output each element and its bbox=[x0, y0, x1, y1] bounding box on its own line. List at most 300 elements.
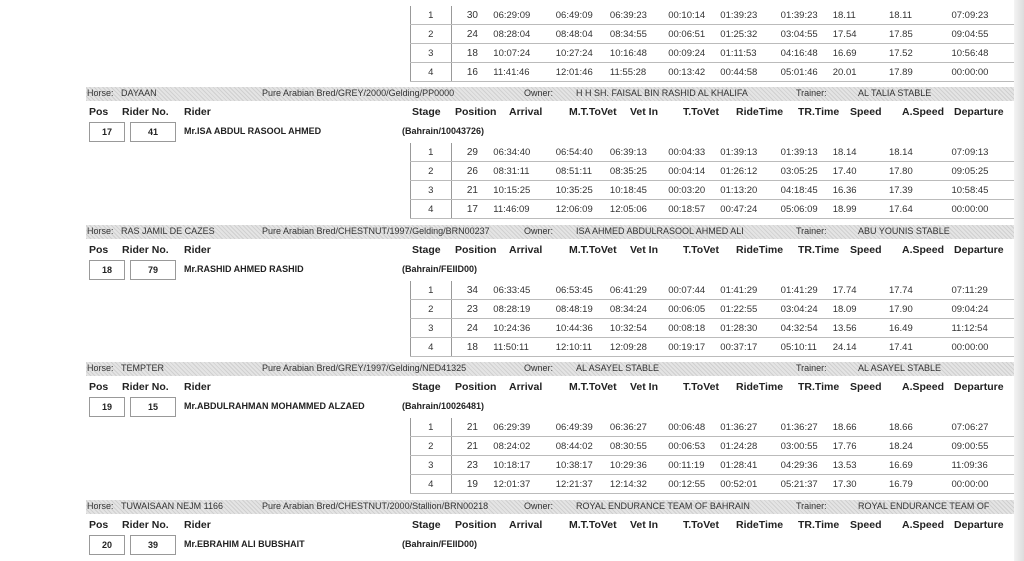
cell-vet-in: 06:39:23 bbox=[610, 6, 668, 25]
cell-departure: 07:09:23 bbox=[951, 6, 1014, 25]
owner-name: ROYAL ENDURANCE TEAM OF BAHRAIN bbox=[576, 501, 750, 511]
header-ttovet: T.ToVet bbox=[683, 244, 719, 256]
header-mtotovet: M.T.ToVet bbox=[569, 106, 617, 118]
cell-position: 26 bbox=[451, 162, 493, 181]
horse-breed: Pure Arabian Bred/CHESTNUT/1997/Gelding/BRN00237 bbox=[262, 226, 490, 236]
header-position: Position bbox=[455, 381, 497, 393]
stage-row bbox=[411, 200, 1015, 219]
cell-ride-time: 00:44:58 bbox=[720, 63, 780, 82]
header-trtime: TR.Time bbox=[798, 381, 840, 393]
cell-vet-in: 06:36:27 bbox=[610, 418, 668, 437]
cell-departure: 07:09:13 bbox=[951, 143, 1014, 162]
cell-a-speed: 17.52 bbox=[889, 44, 951, 63]
cell-vet-in: 08:34:55 bbox=[610, 25, 668, 44]
stage-row bbox=[411, 338, 1015, 357]
horse-info-bar bbox=[86, 87, 1014, 101]
cell-t-to-vet: 00:04:14 bbox=[668, 162, 720, 181]
cell-arrival: 10:24:36 bbox=[493, 319, 555, 338]
rider-nation-id: (Bahrain/FEIID00) bbox=[402, 539, 478, 549]
cell-tr-time: 05:10:11 bbox=[781, 338, 833, 357]
header-mtotovet: M.T.ToVet bbox=[569, 244, 617, 256]
header-trtime: TR.Time bbox=[798, 106, 840, 118]
cell-ride-time: 01:36:27 bbox=[720, 418, 780, 437]
header-aspeed: A.Speed bbox=[902, 519, 945, 531]
horse-info-bar bbox=[86, 500, 1014, 514]
cell-speed: 16.36 bbox=[833, 181, 889, 200]
cell-vet-in: 10:32:54 bbox=[610, 319, 668, 338]
header-rider: Rider bbox=[184, 106, 211, 118]
header-ridetime: RideTime bbox=[736, 381, 784, 393]
stage-row bbox=[411, 456, 1015, 475]
position-box: 18 bbox=[89, 260, 125, 280]
cell-speed: 18.99 bbox=[833, 200, 889, 219]
cell-stage: 4 bbox=[411, 475, 452, 494]
trainer-label: Trainer: bbox=[796, 363, 827, 373]
cell-position: 21 bbox=[451, 181, 493, 200]
header-trtime: TR.Time bbox=[798, 244, 840, 256]
cell-vet-in: 10:18:45 bbox=[610, 181, 668, 200]
stage-row bbox=[411, 143, 1015, 162]
cell-mt-to-vet: 08:51:11 bbox=[556, 162, 610, 181]
header-stage: Stage bbox=[412, 519, 441, 531]
header-arrival: Arrival bbox=[509, 519, 543, 531]
header-speed: Speed bbox=[850, 244, 882, 256]
cell-tr-time: 05:21:37 bbox=[781, 475, 833, 494]
cell-tr-time: 03:04:55 bbox=[781, 25, 833, 44]
header-ridetime: RideTime bbox=[736, 244, 784, 256]
header-departure: Departure bbox=[954, 519, 1004, 531]
header-rider: Rider bbox=[184, 519, 211, 531]
cell-speed: 17.54 bbox=[833, 25, 889, 44]
stage-row bbox=[411, 181, 1015, 200]
rider-nation-id: (Bahrain/FEIID00) bbox=[402, 264, 478, 274]
cell-arrival: 11:41:46 bbox=[493, 63, 555, 82]
header-vetin: Vet In bbox=[630, 106, 659, 118]
rider-row bbox=[86, 535, 1014, 555]
cell-stage: 2 bbox=[411, 25, 452, 44]
rider-name: Mr.ABDULRAHMAN MOHAMMED ALZAED bbox=[184, 401, 365, 411]
cell-a-speed: 17.74 bbox=[889, 281, 951, 300]
cell-vet-in: 12:14:32 bbox=[610, 475, 668, 494]
column-header-row bbox=[86, 381, 1014, 395]
cell-tr-time: 04:32:54 bbox=[781, 319, 833, 338]
rider-number-box: 39 bbox=[130, 535, 176, 555]
cell-departure: 09:04:24 bbox=[951, 300, 1014, 319]
owner-name: AL ASAYEL STABLE bbox=[576, 363, 660, 373]
horse-label: Horse: bbox=[87, 226, 114, 236]
cell-t-to-vet: 00:07:44 bbox=[668, 281, 720, 300]
horse-label: Horse: bbox=[87, 501, 114, 511]
cell-departure: 09:00:55 bbox=[951, 437, 1014, 456]
cell-tr-time: 04:16:48 bbox=[781, 44, 833, 63]
stage-table bbox=[410, 281, 1014, 357]
rider-name: Mr.EBRAHIM ALI BUBSHAIT bbox=[184, 539, 305, 549]
cell-speed: 17.30 bbox=[833, 475, 889, 494]
header-ridetime: RideTime bbox=[736, 519, 784, 531]
cell-stage: 2 bbox=[411, 300, 452, 319]
cell-arrival: 10:07:24 bbox=[493, 44, 555, 63]
stage-row bbox=[411, 300, 1015, 319]
rider-number-box: 41 bbox=[130, 122, 176, 142]
owner-label: Owner: bbox=[524, 501, 554, 511]
cell-departure: 07:11:29 bbox=[951, 281, 1014, 300]
cell-mt-to-vet: 08:48:04 bbox=[556, 25, 610, 44]
header-arrival: Arrival bbox=[509, 244, 543, 256]
cell-mt-to-vet: 12:01:46 bbox=[556, 63, 610, 82]
cell-departure: 10:56:48 bbox=[951, 44, 1014, 63]
stage-row bbox=[411, 44, 1015, 63]
cell-stage: 2 bbox=[411, 437, 452, 456]
horse-breed: Pure Arabian Bred/GREY/2000/Gelding/PP0000 bbox=[262, 88, 455, 98]
header-trtime: TR.Time bbox=[798, 519, 840, 531]
cell-a-speed: 16.49 bbox=[889, 319, 951, 338]
cell-a-speed: 18.11 bbox=[889, 6, 951, 25]
cell-a-speed: 16.79 bbox=[889, 475, 951, 494]
header-ttovet: T.ToVet bbox=[683, 519, 719, 531]
header-mtotovet: M.T.ToVet bbox=[569, 519, 617, 531]
stage-table bbox=[410, 418, 1014, 494]
cell-speed: 18.14 bbox=[833, 143, 889, 162]
owner-label: Owner: bbox=[524, 88, 554, 98]
header-aspeed: A.Speed bbox=[902, 244, 945, 256]
cell-departure: 00:00:00 bbox=[951, 63, 1014, 82]
header-departure: Departure bbox=[954, 244, 1004, 256]
cell-arrival: 11:46:09 bbox=[493, 200, 555, 219]
page-edge-shadow bbox=[1014, 0, 1024, 561]
cell-ride-time: 01:41:29 bbox=[720, 281, 780, 300]
stage-row bbox=[411, 319, 1015, 338]
trainer-name: AL TALIA STABLE bbox=[858, 88, 932, 98]
cell-stage: 1 bbox=[411, 6, 452, 25]
cell-speed: 16.69 bbox=[833, 44, 889, 63]
stage-row bbox=[411, 418, 1015, 437]
cell-stage: 2 bbox=[411, 162, 452, 181]
cell-departure: 00:00:00 bbox=[951, 338, 1014, 357]
horse-name: TEMPTER bbox=[121, 363, 165, 373]
cell-arrival: 08:31:11 bbox=[493, 162, 555, 181]
cell-a-speed: 16.69 bbox=[889, 456, 951, 475]
rider-row bbox=[86, 260, 1014, 280]
cell-stage: 4 bbox=[411, 338, 452, 357]
cell-arrival: 08:28:04 bbox=[493, 25, 555, 44]
cell-vet-in: 08:34:24 bbox=[610, 300, 668, 319]
horse-info-bar bbox=[86, 225, 1014, 239]
header-vetin: Vet In bbox=[630, 381, 659, 393]
trainer-label: Trainer: bbox=[796, 501, 827, 511]
cell-position: 21 bbox=[451, 418, 493, 437]
trainer-label: Trainer: bbox=[796, 226, 827, 236]
cell-ride-time: 01:13:20 bbox=[720, 181, 780, 200]
owner-name: H H SH. FAISAL BIN RASHID AL KHALIFA bbox=[576, 88, 748, 98]
stage-row bbox=[411, 25, 1015, 44]
header-pos: Pos bbox=[89, 519, 109, 531]
cell-arrival: 10:15:25 bbox=[493, 181, 555, 200]
header-arrival: Arrival bbox=[509, 106, 543, 118]
cell-mt-to-vet: 12:10:11 bbox=[556, 338, 610, 357]
cell-speed: 18.66 bbox=[833, 418, 889, 437]
cell-departure: 10:58:45 bbox=[951, 181, 1014, 200]
cell-position: 16 bbox=[451, 63, 493, 82]
cell-tr-time: 01:36:27 bbox=[781, 418, 833, 437]
cell-mt-to-vet: 06:49:09 bbox=[556, 6, 610, 25]
header-speed: Speed bbox=[850, 519, 882, 531]
cell-arrival: 10:18:17 bbox=[493, 456, 555, 475]
cell-speed: 20.01 bbox=[833, 63, 889, 82]
cell-ride-time: 01:39:23 bbox=[720, 6, 780, 25]
cell-departure: 07:06:27 bbox=[951, 418, 1014, 437]
cell-departure: 11:09:36 bbox=[951, 456, 1014, 475]
header-rider: Rider bbox=[184, 244, 211, 256]
cell-ride-time: 00:52:01 bbox=[720, 475, 780, 494]
cell-a-speed: 17.39 bbox=[889, 181, 951, 200]
cell-arrival: 11:50:11 bbox=[493, 338, 555, 357]
cell-t-to-vet: 00:06:48 bbox=[668, 418, 720, 437]
cell-vet-in: 08:30:55 bbox=[610, 437, 668, 456]
cell-mt-to-vet: 12:21:37 bbox=[556, 475, 610, 494]
cell-tr-time: 03:00:55 bbox=[781, 437, 833, 456]
header-vetin: Vet In bbox=[630, 519, 659, 531]
header-ttovet: T.ToVet bbox=[683, 381, 719, 393]
cell-mt-to-vet: 06:49:39 bbox=[556, 418, 610, 437]
cell-ride-time: 01:39:13 bbox=[720, 143, 780, 162]
owner-label: Owner: bbox=[524, 226, 554, 236]
cell-arrival: 06:29:09 bbox=[493, 6, 555, 25]
cell-position: 17 bbox=[451, 200, 493, 219]
cell-mt-to-vet: 08:44:02 bbox=[556, 437, 610, 456]
cell-a-speed: 18.14 bbox=[889, 143, 951, 162]
header-ridetime: RideTime bbox=[736, 106, 784, 118]
horse-breed: Pure Arabian Bred/GREY/1997/Gelding/NED41325 bbox=[262, 363, 467, 373]
cell-ride-time: 01:24:28 bbox=[720, 437, 780, 456]
cell-position: 24 bbox=[451, 319, 493, 338]
cell-arrival: 06:33:45 bbox=[493, 281, 555, 300]
cell-arrival: 08:24:02 bbox=[493, 437, 555, 456]
header-stage: Stage bbox=[412, 244, 441, 256]
cell-vet-in: 06:39:13 bbox=[610, 143, 668, 162]
header-mtotovet: M.T.ToVet bbox=[569, 381, 617, 393]
rider-number-box: 15 bbox=[130, 397, 176, 417]
owner-name: ISA AHMED ABDULRASOOL AHMED ALI bbox=[576, 226, 744, 236]
cell-stage: 1 bbox=[411, 281, 452, 300]
cell-position: 18 bbox=[451, 44, 493, 63]
rider-row bbox=[86, 122, 1014, 142]
cell-mt-to-vet: 10:35:25 bbox=[556, 181, 610, 200]
cell-tr-time: 05:01:46 bbox=[781, 63, 833, 82]
cell-tr-time: 05:06:09 bbox=[781, 200, 833, 219]
header-position: Position bbox=[455, 244, 497, 256]
cell-arrival: 12:01:37 bbox=[493, 475, 555, 494]
column-header-row bbox=[86, 106, 1014, 120]
cell-t-to-vet: 00:12:55 bbox=[668, 475, 720, 494]
owner-label: Owner: bbox=[524, 363, 554, 373]
stage-table bbox=[410, 143, 1014, 219]
cell-a-speed: 17.41 bbox=[889, 338, 951, 357]
stage-row bbox=[411, 437, 1015, 456]
cell-t-to-vet: 00:04:33 bbox=[668, 143, 720, 162]
cell-departure: 11:12:54 bbox=[951, 319, 1014, 338]
horse-name: DAYAAN bbox=[121, 88, 157, 98]
cell-ride-time: 00:47:24 bbox=[720, 200, 780, 219]
header-pos: Pos bbox=[89, 106, 109, 118]
cell-speed: 13.56 bbox=[833, 319, 889, 338]
cell-position: 21 bbox=[451, 437, 493, 456]
header-vetin: Vet In bbox=[630, 244, 659, 256]
cell-speed: 17.76 bbox=[833, 437, 889, 456]
cell-ride-time: 01:22:55 bbox=[720, 300, 780, 319]
cell-mt-to-vet: 08:48:19 bbox=[556, 300, 610, 319]
header-pos: Pos bbox=[89, 381, 109, 393]
cell-stage: 3 bbox=[411, 44, 452, 63]
cell-mt-to-vet: 06:54:40 bbox=[556, 143, 610, 162]
stage-table-top bbox=[410, 6, 1014, 82]
cell-speed: 18.09 bbox=[833, 300, 889, 319]
position-box: 20 bbox=[89, 535, 125, 555]
cell-stage: 4 bbox=[411, 200, 452, 219]
cell-vet-in: 10:16:48 bbox=[610, 44, 668, 63]
cell-a-speed: 17.80 bbox=[889, 162, 951, 181]
stage-row bbox=[411, 281, 1015, 300]
cell-t-to-vet: 00:19:17 bbox=[668, 338, 720, 357]
cell-tr-time: 03:05:25 bbox=[781, 162, 833, 181]
cell-ride-time: 01:11:53 bbox=[720, 44, 780, 63]
cell-tr-time: 01:41:29 bbox=[781, 281, 833, 300]
cell-position: 30 bbox=[451, 6, 493, 25]
trainer-name: ABU YOUNIS STABLE bbox=[858, 226, 950, 236]
header-rider_no: Rider No. bbox=[122, 381, 169, 393]
header-stage: Stage bbox=[412, 381, 441, 393]
cell-arrival: 08:28:19 bbox=[493, 300, 555, 319]
header-arrival: Arrival bbox=[509, 381, 543, 393]
trainer-label: Trainer: bbox=[796, 88, 827, 98]
cell-ride-time: 01:28:41 bbox=[720, 456, 780, 475]
horse-info-bar bbox=[86, 362, 1014, 376]
cell-t-to-vet: 00:09:24 bbox=[668, 44, 720, 63]
cell-vet-in: 12:05:06 bbox=[610, 200, 668, 219]
stage-row bbox=[411, 162, 1015, 181]
header-position: Position bbox=[455, 519, 497, 531]
cell-t-to-vet: 00:03:20 bbox=[668, 181, 720, 200]
cell-ride-time: 00:37:17 bbox=[720, 338, 780, 357]
cell-tr-time: 04:29:36 bbox=[781, 456, 833, 475]
header-speed: Speed bbox=[850, 381, 882, 393]
stage-row bbox=[411, 63, 1015, 82]
horse-name: TUWAISAAN NEJM 1166 bbox=[121, 501, 224, 511]
cell-position: 23 bbox=[451, 456, 493, 475]
header-departure: Departure bbox=[954, 381, 1004, 393]
cell-t-to-vet: 00:06:53 bbox=[668, 437, 720, 456]
cell-speed: 17.40 bbox=[833, 162, 889, 181]
cell-arrival: 06:34:40 bbox=[493, 143, 555, 162]
stage-row bbox=[411, 6, 1015, 25]
header-aspeed: A.Speed bbox=[902, 381, 945, 393]
header-position: Position bbox=[455, 106, 497, 118]
cell-departure: 00:00:00 bbox=[951, 475, 1014, 494]
cell-position: 19 bbox=[451, 475, 493, 494]
cell-position: 24 bbox=[451, 25, 493, 44]
cell-stage: 3 bbox=[411, 181, 452, 200]
cell-mt-to-vet: 12:06:09 bbox=[556, 200, 610, 219]
cell-vet-in: 06:41:29 bbox=[610, 281, 668, 300]
cell-a-speed: 17.90 bbox=[889, 300, 951, 319]
rider-number-box: 79 bbox=[130, 260, 176, 280]
cell-t-to-vet: 00:18:57 bbox=[668, 200, 720, 219]
cell-mt-to-vet: 10:44:36 bbox=[556, 319, 610, 338]
position-box: 17 bbox=[89, 122, 125, 142]
header-rider_no: Rider No. bbox=[122, 106, 169, 118]
cell-departure: 00:00:00 bbox=[951, 200, 1014, 219]
cell-a-speed: 17.64 bbox=[889, 200, 951, 219]
header-rider: Rider bbox=[184, 381, 211, 393]
horse-label: Horse: bbox=[87, 88, 114, 98]
horse-name: RAS JAMIL DE CAZES bbox=[121, 226, 215, 236]
cell-tr-time: 04:18:45 bbox=[781, 181, 833, 200]
cell-stage: 4 bbox=[411, 63, 452, 82]
rider-nation-id: (Bahrain/10043726) bbox=[402, 126, 485, 136]
cell-position: 29 bbox=[451, 143, 493, 162]
header-rider_no: Rider No. bbox=[122, 519, 169, 531]
cell-speed: 17.74 bbox=[833, 281, 889, 300]
cell-stage: 3 bbox=[411, 456, 452, 475]
cell-t-to-vet: 00:11:19 bbox=[668, 456, 720, 475]
stage-row bbox=[411, 475, 1015, 494]
cell-t-to-vet: 00:13:42 bbox=[668, 63, 720, 82]
cell-tr-time: 03:04:24 bbox=[781, 300, 833, 319]
cell-a-speed: 18.24 bbox=[889, 437, 951, 456]
trainer-name: ROYAL ENDURANCE TEAM OF bbox=[858, 501, 990, 511]
cell-stage: 1 bbox=[411, 418, 452, 437]
cell-speed: 18.11 bbox=[833, 6, 889, 25]
cell-position: 34 bbox=[451, 281, 493, 300]
cell-ride-time: 01:25:32 bbox=[720, 25, 780, 44]
cell-position: 18 bbox=[451, 338, 493, 357]
cell-tr-time: 01:39:13 bbox=[781, 143, 833, 162]
trainer-name: AL ASAYEL STABLE bbox=[858, 363, 942, 373]
cell-a-speed: 18.66 bbox=[889, 418, 951, 437]
cell-stage: 1 bbox=[411, 143, 452, 162]
header-stage: Stage bbox=[412, 106, 441, 118]
header-ttovet: T.ToVet bbox=[683, 106, 719, 118]
column-header-row bbox=[86, 244, 1014, 258]
cell-position: 23 bbox=[451, 300, 493, 319]
cell-a-speed: 17.85 bbox=[889, 25, 951, 44]
header-rider_no: Rider No. bbox=[122, 244, 169, 256]
header-departure: Departure bbox=[954, 106, 1004, 118]
cell-stage: 3 bbox=[411, 319, 452, 338]
cell-arrival: 06:29:39 bbox=[493, 418, 555, 437]
column-header-row bbox=[86, 519, 1014, 533]
cell-ride-time: 01:26:12 bbox=[720, 162, 780, 181]
cell-mt-to-vet: 10:27:24 bbox=[556, 44, 610, 63]
cell-vet-in: 08:35:25 bbox=[610, 162, 668, 181]
header-aspeed: A.Speed bbox=[902, 106, 945, 118]
cell-vet-in: 10:29:36 bbox=[610, 456, 668, 475]
cell-departure: 09:05:25 bbox=[951, 162, 1014, 181]
cell-mt-to-vet: 06:53:45 bbox=[556, 281, 610, 300]
horse-label: Horse: bbox=[87, 363, 114, 373]
cell-t-to-vet: 00:08:18 bbox=[668, 319, 720, 338]
rider-name: Mr.ISA ABDUL RASOOL AHMED bbox=[184, 126, 322, 136]
rider-nation-id: (Bahrain/10026481) bbox=[402, 401, 485, 411]
cell-a-speed: 17.89 bbox=[889, 63, 951, 82]
cell-vet-in: 12:09:28 bbox=[610, 338, 668, 357]
position-box: 19 bbox=[89, 397, 125, 417]
horse-breed: Pure Arabian Bred/CHESTNUT/2000/Stallion/BRN00218 bbox=[262, 501, 489, 511]
cell-tr-time: 01:39:23 bbox=[781, 6, 833, 25]
cell-speed: 13.53 bbox=[833, 456, 889, 475]
cell-t-to-vet: 00:06:51 bbox=[668, 25, 720, 44]
cell-departure: 09:04:55 bbox=[951, 25, 1014, 44]
cell-vet-in: 11:55:28 bbox=[610, 63, 668, 82]
